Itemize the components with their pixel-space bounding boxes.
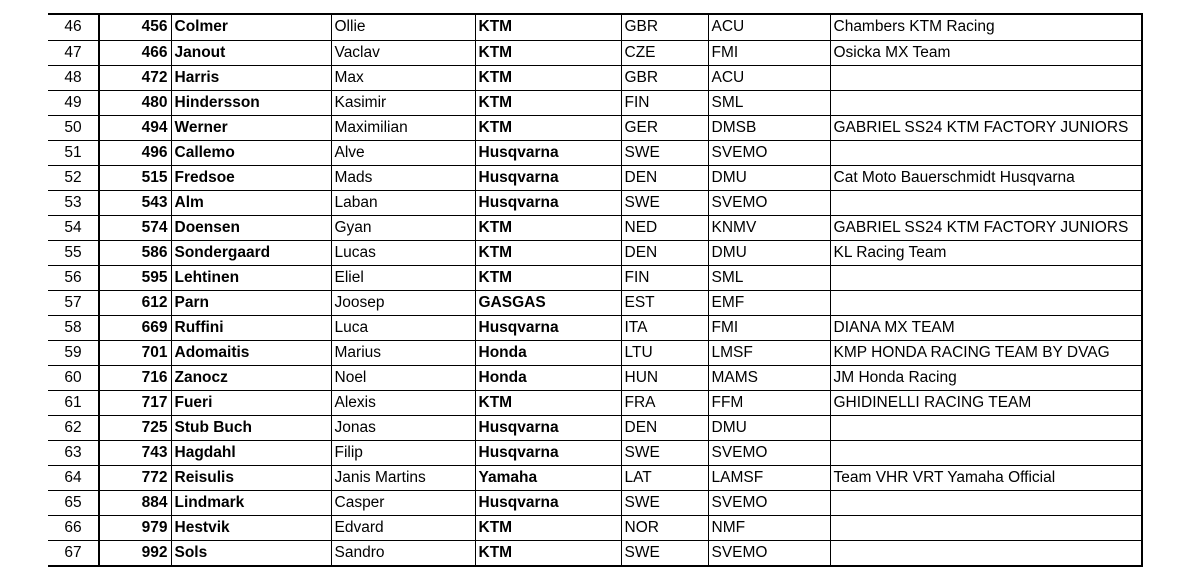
rider-last-name: Doensen xyxy=(171,215,331,240)
team-name: Cat Moto Bauerschmidt Husqvarna xyxy=(830,165,1141,190)
rider-first-name: Luca xyxy=(331,315,475,340)
nationality: ITA xyxy=(621,315,708,340)
rider-first-name: Janis Martins xyxy=(331,465,475,490)
rider-number: 574 xyxy=(99,215,171,240)
team-name xyxy=(830,140,1141,165)
rider-first-name: Joosep xyxy=(331,290,475,315)
row-position: 46 xyxy=(48,15,99,40)
team-name xyxy=(830,290,1141,315)
row-position: 51 xyxy=(48,140,99,165)
rider-last-name: Hagdahl xyxy=(171,440,331,465)
nationality: GBR xyxy=(621,15,708,40)
federation: SVEMO xyxy=(708,140,830,165)
rider-number: 772 xyxy=(99,465,171,490)
rider-number: 515 xyxy=(99,165,171,190)
row-position: 53 xyxy=(48,190,99,215)
rider-last-name: Fredsoe xyxy=(171,165,331,190)
row-position: 57 xyxy=(48,290,99,315)
team-name: Chambers KTM Racing xyxy=(833,18,995,36)
nationality: SWE xyxy=(621,490,708,515)
federation: SML xyxy=(708,90,830,115)
team-name xyxy=(830,515,1141,540)
federation: SML xyxy=(708,265,830,290)
rider-first-name: Maximilian xyxy=(331,115,475,140)
federation: LMSF xyxy=(708,340,830,365)
table-row xyxy=(48,515,1141,540)
team-name xyxy=(830,440,1141,465)
bike-brand: KTM xyxy=(475,240,621,265)
row-position: 49 xyxy=(48,90,99,115)
table-row xyxy=(48,190,1141,215)
nationality: GBR xyxy=(621,65,708,90)
rider-number: 494 xyxy=(99,115,171,140)
table-row xyxy=(48,140,1141,165)
team-name: KMP HONDA RACING TEAM BY DVAG xyxy=(830,340,1141,365)
rider-first-name: Edvard xyxy=(331,515,475,540)
row-position: 55 xyxy=(48,240,99,265)
rider-last-name: Lindmark xyxy=(171,490,331,515)
federation: KNMV xyxy=(708,215,830,240)
nationality: GER xyxy=(621,115,708,140)
table-row xyxy=(48,240,1141,265)
team-name xyxy=(830,540,1141,565)
federation: ACU xyxy=(708,65,830,90)
row-position: 63 xyxy=(48,440,99,465)
bike-brand: Honda xyxy=(475,340,621,365)
federation: EMF xyxy=(708,290,830,315)
bike-brand: KTM xyxy=(475,515,621,540)
federation: LAMSF xyxy=(708,465,830,490)
nationality: SWE xyxy=(621,140,708,165)
table-row xyxy=(48,490,1141,515)
row-position: 65 xyxy=(48,490,99,515)
rider-number: 586 xyxy=(99,240,171,265)
table-row xyxy=(48,440,1141,465)
nationality: DEN xyxy=(621,165,708,190)
bike-brand: Husqvarna xyxy=(475,140,621,165)
entry-list-body xyxy=(48,15,1141,565)
bike-brand: KTM xyxy=(475,40,621,65)
table-row xyxy=(48,65,1141,90)
rider-number: 595 xyxy=(99,265,171,290)
rider-last-name: Ruffini xyxy=(171,315,331,340)
rider-first-name: Alve xyxy=(331,140,475,165)
nationality: CZE xyxy=(621,40,708,65)
federation: FMI xyxy=(708,40,830,65)
rider-last-name: Hestvik xyxy=(171,515,331,540)
bike-brand: Husqvarna xyxy=(475,490,621,515)
rider-last-name: Parn xyxy=(171,290,331,315)
rider-last-name: Stub Buch xyxy=(171,415,331,440)
rider-number: 979 xyxy=(99,515,171,540)
rider-first-name: Kasimir xyxy=(331,90,475,115)
rider-last-name: Callemo xyxy=(171,140,331,165)
rider-first-name: Filip xyxy=(331,440,475,465)
table-row xyxy=(48,290,1141,315)
rider-number: 543 xyxy=(99,190,171,215)
table-row xyxy=(48,215,1141,240)
rider-last-name: Lehtinen xyxy=(171,265,331,290)
team-name: GHIDINELLI RACING TEAM xyxy=(830,390,1141,415)
bike-brand: KTM xyxy=(475,265,621,290)
rider-number: 725 xyxy=(99,415,171,440)
row-position: 56 xyxy=(48,265,99,290)
table-row xyxy=(48,415,1141,440)
team-name: JM Honda Racing xyxy=(830,365,1141,390)
bike-brand: Husqvarna xyxy=(475,415,621,440)
bike-brand: KTM xyxy=(475,215,621,240)
rider-last-name: Janout xyxy=(171,40,331,65)
table-row xyxy=(48,340,1141,365)
rider-number: 716 xyxy=(99,365,171,390)
rider-first-name: Vaclav xyxy=(331,40,475,65)
rider-number: 466 xyxy=(99,40,171,65)
table-row xyxy=(48,90,1141,115)
bike-brand: Husqvarna xyxy=(475,315,621,340)
federation: FMI xyxy=(708,315,830,340)
rider-last-name: Alm xyxy=(171,190,331,215)
team-name: DIANA MX TEAM xyxy=(830,315,1141,340)
nationality: FIN xyxy=(621,265,708,290)
rider-number: 472 xyxy=(99,65,171,90)
federation: NMF xyxy=(708,515,830,540)
table-row xyxy=(48,265,1141,290)
bike-brand: KTM xyxy=(475,65,621,90)
nationality: SWE xyxy=(621,440,708,465)
row-position: 64 xyxy=(48,465,99,490)
rider-last-name: Sondergaard xyxy=(171,240,331,265)
row-position: 52 xyxy=(48,165,99,190)
nationality: LTU xyxy=(621,340,708,365)
rider-number: 456 xyxy=(99,15,171,40)
federation: MAMS xyxy=(708,365,830,390)
team-name: GABRIEL SS24 KTM FACTORY JUNIORS xyxy=(830,215,1141,240)
row-position: 61 xyxy=(48,390,99,415)
team-name xyxy=(830,265,1141,290)
federation: DMSB xyxy=(708,115,830,140)
table-row xyxy=(48,40,1141,65)
bike-brand: Husqvarna xyxy=(475,190,621,215)
row-position: 54 xyxy=(48,215,99,240)
rider-first-name: Lucas xyxy=(331,240,475,265)
table-row xyxy=(48,15,1141,40)
federation: DMU xyxy=(708,240,830,265)
table-row xyxy=(48,315,1141,340)
table-row xyxy=(48,115,1141,140)
row-position: 47 xyxy=(48,40,99,65)
rider-last-name: Colmer xyxy=(171,15,331,40)
federation: SVEMO xyxy=(708,440,830,465)
rider-first-name: Marius xyxy=(331,340,475,365)
rider-first-name: Gyan xyxy=(331,215,475,240)
rider-number: 480 xyxy=(99,90,171,115)
federation: DMU xyxy=(708,165,830,190)
nationality: FIN xyxy=(621,90,708,115)
bike-brand: Husqvarna xyxy=(475,440,621,465)
rider-first-name: Jonas xyxy=(331,415,475,440)
team-name: KL Racing Team xyxy=(830,240,1141,265)
federation: ACU xyxy=(708,15,830,40)
bike-brand: GASGAS xyxy=(475,290,621,315)
rider-last-name: Zanocz xyxy=(171,365,331,390)
rider-last-name: Werner xyxy=(171,115,331,140)
row-position: 58 xyxy=(48,315,99,340)
rider-last-name: Sols xyxy=(171,540,331,565)
bike-brand: Honda xyxy=(475,365,621,390)
rider-last-name: Adomaitis xyxy=(171,340,331,365)
team-name: Team VHR VRT Yamaha Official xyxy=(830,465,1141,490)
rider-first-name: Ollie xyxy=(331,15,475,40)
team-name: Osicka MX Team xyxy=(830,40,1141,65)
federation: DMU xyxy=(708,415,830,440)
nationality: SWE xyxy=(621,540,708,565)
federation: FFM xyxy=(708,390,830,415)
rider-first-name: Laban xyxy=(331,190,475,215)
entry-list-table xyxy=(48,15,1141,565)
rider-number: 669 xyxy=(99,315,171,340)
rider-last-name: Hindersson xyxy=(171,90,331,115)
row-position: 50 xyxy=(48,115,99,140)
rider-number: 884 xyxy=(99,490,171,515)
nationality: NOR xyxy=(621,515,708,540)
row-position: 66 xyxy=(48,515,99,540)
table-row xyxy=(48,165,1141,190)
bike-brand: KTM xyxy=(475,540,621,565)
bike-brand: KTM xyxy=(475,115,621,140)
rider-first-name: Max xyxy=(331,65,475,90)
row-position: 48 xyxy=(48,65,99,90)
team-name: GABRIEL SS24 KTM FACTORY JUNIORS xyxy=(830,115,1141,140)
nationality: FRA xyxy=(621,390,708,415)
rider-number: 612 xyxy=(99,290,171,315)
table-row xyxy=(48,365,1141,390)
rider-first-name: Noel xyxy=(331,365,475,390)
row-position: 67 xyxy=(48,540,99,565)
team-name xyxy=(830,190,1141,215)
bike-brand: Husqvarna xyxy=(475,165,621,190)
rider-number: 701 xyxy=(99,340,171,365)
table-row xyxy=(48,540,1141,565)
team-name xyxy=(830,65,1141,90)
rider-number: 717 xyxy=(99,390,171,415)
bike-brand: KTM xyxy=(475,390,621,415)
nationality: DEN xyxy=(621,240,708,265)
nationality: NED xyxy=(621,215,708,240)
bike-brand: KTM xyxy=(475,15,621,40)
rider-last-name: Reisulis xyxy=(171,465,331,490)
rider-first-name: Sandro xyxy=(331,540,475,565)
rider-first-name: Casper xyxy=(331,490,475,515)
team-name xyxy=(830,90,1141,115)
rider-last-name: Harris xyxy=(171,65,331,90)
team-name xyxy=(830,490,1141,515)
nationality: EST xyxy=(621,290,708,315)
federation: SVEMO xyxy=(708,540,830,565)
bike-brand: Yamaha xyxy=(475,465,621,490)
nationality: DEN xyxy=(621,415,708,440)
entry-list-sheet xyxy=(48,13,1143,567)
rider-number: 992 xyxy=(99,540,171,565)
table-row xyxy=(48,465,1141,490)
nationality: HUN xyxy=(621,365,708,390)
rider-first-name: Eliel xyxy=(331,265,475,290)
rider-first-name: Mads xyxy=(331,165,475,190)
federation: SVEMO xyxy=(708,190,830,215)
rider-number: 743 xyxy=(99,440,171,465)
nationality: SWE xyxy=(621,190,708,215)
rider-last-name: Fueri xyxy=(171,390,331,415)
nationality: LAT xyxy=(621,465,708,490)
table-row xyxy=(48,390,1141,415)
row-position: 62 xyxy=(48,415,99,440)
row-position: 59 xyxy=(48,340,99,365)
federation: SVEMO xyxy=(708,490,830,515)
row-position: 60 xyxy=(48,365,99,390)
bike-brand: KTM xyxy=(475,90,621,115)
team-name xyxy=(830,415,1141,440)
rider-first-name: Alexis xyxy=(331,390,475,415)
rider-number: 496 xyxy=(99,140,171,165)
